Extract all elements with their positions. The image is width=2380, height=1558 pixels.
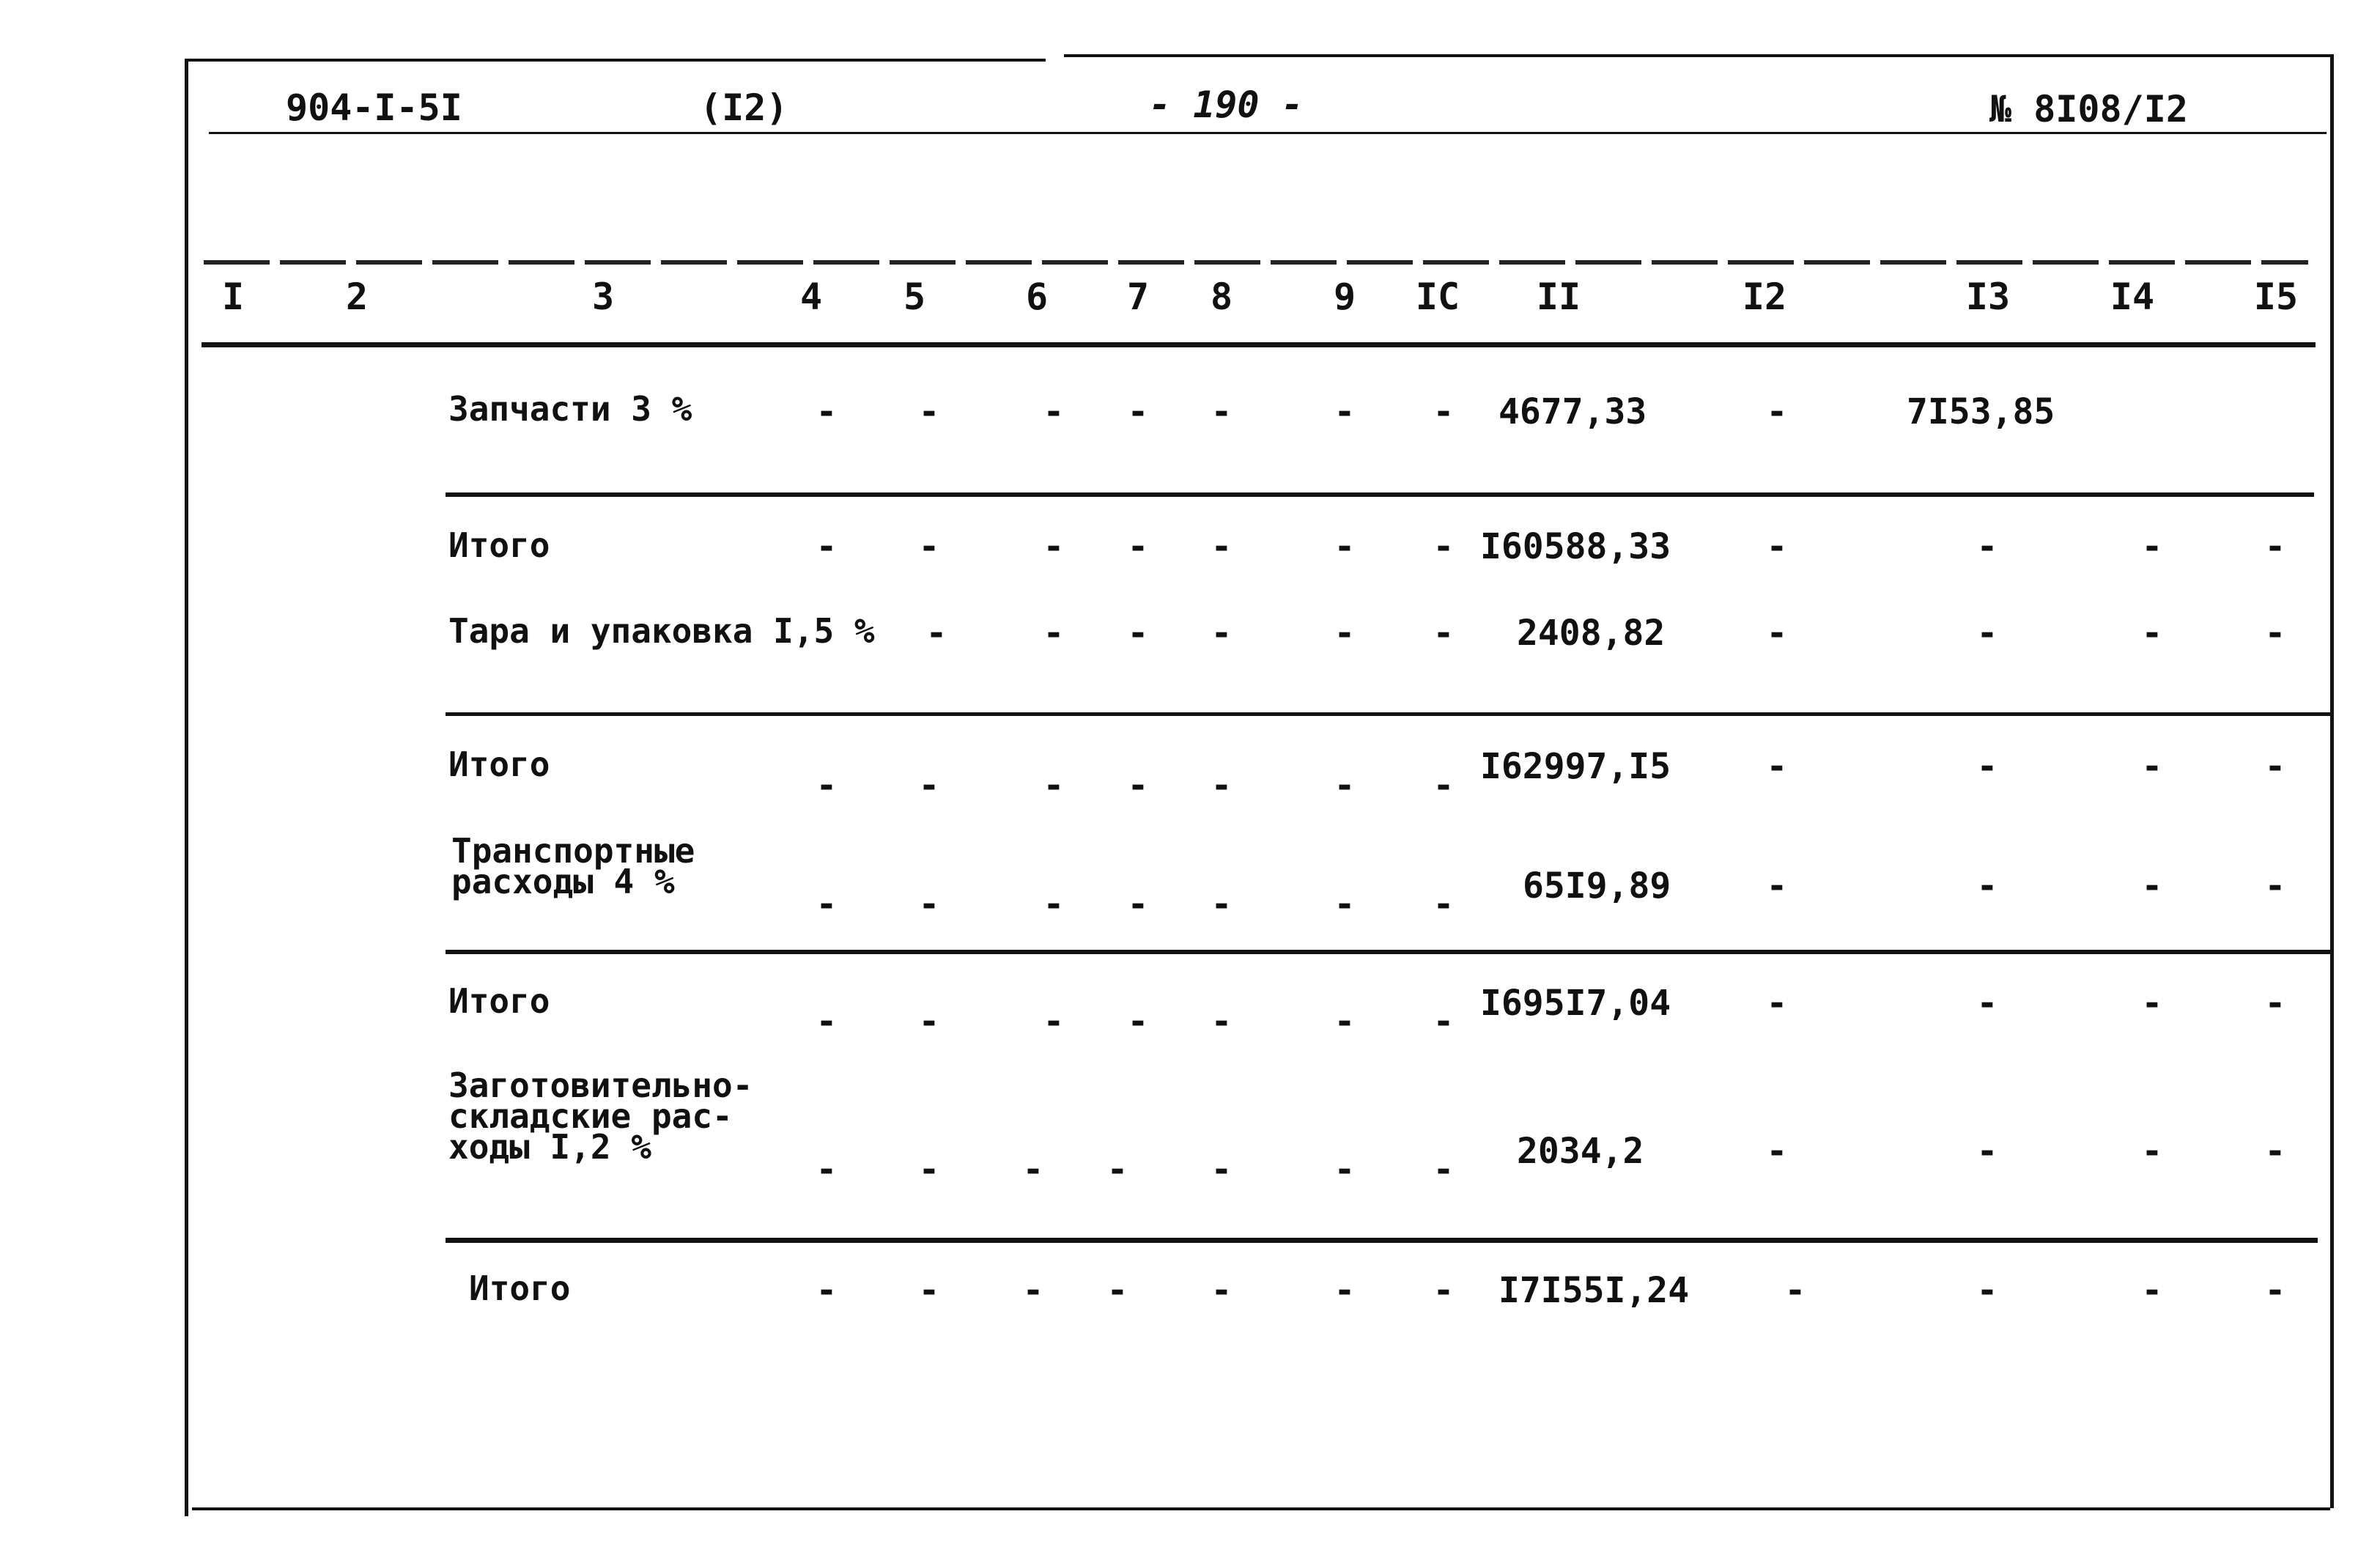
dash-cell: - — [1043, 526, 1065, 567]
amount-col11: 65I9,89 — [1523, 865, 1671, 907]
row-label: Итого — [469, 1269, 571, 1308]
dash-cell: - — [2264, 865, 2286, 907]
page-number: - 190 - — [1149, 84, 1304, 126]
dash-cell: - — [2141, 983, 2163, 1024]
dash-cell: - — [1127, 884, 1149, 925]
dash-cell: - — [1127, 1001, 1149, 1042]
dash-cell: - — [1976, 983, 1998, 1024]
dash-cell: - — [1433, 391, 1455, 432]
dash-cell: - — [1043, 884, 1065, 925]
amount-col11: I695I7,04 — [1480, 983, 1671, 1024]
dash-cell: - — [1106, 1149, 1128, 1190]
dash-cell: - — [816, 1149, 838, 1190]
column-number: 3 — [591, 276, 615, 318]
dash-cell: - — [1334, 1270, 1356, 1311]
dash-cell: - — [816, 1270, 838, 1311]
section-divider — [446, 950, 2332, 954]
dash-cell: - — [1334, 765, 1356, 806]
dash-cell: - — [1043, 613, 1065, 654]
dash-cell: - — [816, 765, 838, 806]
dash-cell: - — [816, 526, 838, 567]
amount-col11: I60588,33 — [1480, 526, 1671, 567]
dash-cell: - — [1211, 1149, 1232, 1190]
sheet-part: (I2) — [700, 86, 788, 129]
dash-cell: - — [918, 526, 940, 567]
column-number: I5 — [2253, 276, 2299, 318]
amount-col11: 2034,2 — [1517, 1131, 1644, 1172]
amount-col13: 7I53,85 — [1907, 391, 2055, 432]
dash-cell: - — [1766, 1131, 1788, 1172]
dash-cell: - — [1211, 526, 1232, 567]
dash-cell: - — [1334, 526, 1356, 567]
dash-cell: - — [1211, 765, 1232, 806]
dash-cell: - — [1976, 613, 1998, 654]
column-number: IC — [1415, 276, 1460, 318]
frame-top-border-right — [1064, 54, 2334, 57]
column-number: II — [1536, 276, 1581, 318]
dash-cell: - — [2141, 526, 2163, 567]
dash-cell: - — [1022, 1270, 1044, 1311]
dash-cell: - — [2141, 1131, 2163, 1172]
row-label: Транспортные расходы 4 % — [451, 831, 695, 901]
dash-cell: - — [918, 391, 940, 432]
column-number: I — [221, 276, 245, 318]
dash-cell: - — [1976, 1270, 1998, 1311]
amount-col11: I7I55I,24 — [1498, 1270, 1690, 1311]
dash-cell: - — [1211, 391, 1232, 432]
dash-cell: - — [1043, 765, 1065, 806]
amount-col11: 4677,33 — [1498, 391, 1647, 432]
row-label: Итого — [448, 525, 550, 565]
dash-cell: - — [1976, 865, 1998, 907]
dash-cell: - — [1433, 1001, 1455, 1042]
dash-cell: - — [1043, 391, 1065, 432]
dash-cell: - — [2264, 746, 2286, 787]
document-number: № 8I08/I2 — [1989, 88, 2188, 130]
dash-cell: - — [1766, 746, 1788, 787]
dash-cell: - — [1211, 613, 1232, 654]
column-number: I4 — [2110, 276, 2155, 318]
column-number: 5 — [903, 276, 926, 318]
dash-cell: - — [1334, 884, 1356, 925]
amount-col11: 2408,82 — [1517, 613, 1666, 654]
dash-cell: - — [1211, 1001, 1232, 1042]
dash-cell: - — [1433, 884, 1455, 925]
dash-cell: - — [918, 1149, 940, 1190]
dash-cell: - — [816, 1001, 838, 1042]
dash-cell: - — [2141, 613, 2163, 654]
dash-cell: - — [2141, 746, 2163, 787]
row-label: Итого — [448, 981, 550, 1021]
dash-cell: - — [1766, 613, 1788, 654]
dash-cell: - — [1976, 526, 1998, 567]
dash-cell: - — [1334, 391, 1356, 432]
dash-cell: - — [1433, 526, 1455, 567]
row-label: Итого — [448, 745, 550, 784]
column-number: 9 — [1333, 276, 1356, 318]
column-number: I2 — [1742, 276, 1787, 318]
dash-cell: - — [2264, 1270, 2286, 1311]
dash-cell: - — [1766, 983, 1788, 1024]
dash-cell: - — [1766, 865, 1788, 907]
dash-cell: - — [2264, 613, 2286, 654]
dash-cell: - — [1433, 1270, 1455, 1311]
section-divider — [446, 492, 2314, 497]
dash-cell: - — [2264, 1131, 2286, 1172]
dash-cell: - — [1334, 613, 1356, 654]
dash-cell: - — [1211, 884, 1232, 925]
dash-cell: - — [1766, 391, 1788, 432]
dash-cell: - — [1766, 526, 1788, 567]
dash-cell: - — [1127, 391, 1149, 432]
column-number: I3 — [1965, 276, 2011, 318]
project-code: 904-I-5I — [286, 86, 462, 129]
header-underline — [209, 132, 2327, 134]
column-header-top-rule — [204, 260, 2308, 265]
dash-cell: - — [1784, 1270, 1806, 1311]
dash-cell: - — [925, 613, 947, 654]
dash-cell: - — [1433, 613, 1455, 654]
column-number: 7 — [1126, 276, 1150, 318]
dash-cell: - — [1334, 1001, 1356, 1042]
dash-cell: - — [1106, 1270, 1128, 1311]
dash-cell: - — [2141, 1270, 2163, 1311]
dash-cell: - — [918, 765, 940, 806]
dash-cell: - — [2264, 526, 2286, 567]
row-label: Заготовительно- складские рас- ходы I,2 % — [448, 1066, 753, 1167]
frame-left-border — [185, 62, 188, 1516]
dash-cell: - — [918, 1001, 940, 1042]
dash-cell: - — [1976, 746, 1998, 787]
dash-cell: - — [1433, 765, 1455, 806]
column-number: 2 — [345, 276, 369, 318]
dash-cell: - — [1334, 1149, 1356, 1190]
amount-col11: I62997,I5 — [1480, 746, 1671, 787]
dash-cell: - — [816, 884, 838, 925]
dash-cell: - — [1127, 526, 1149, 567]
column-number: 8 — [1210, 276, 1233, 318]
dash-cell: - — [918, 1270, 940, 1311]
dash-cell: - — [1976, 1131, 1998, 1172]
column-number: 6 — [1025, 276, 1049, 318]
row-label: Запчасти 3 % — [448, 389, 692, 429]
dash-cell: - — [1127, 613, 1149, 654]
row-label: Тара и упаковка I,5 % — [448, 611, 875, 651]
column-number: 4 — [799, 276, 823, 318]
dash-cell: - — [816, 391, 838, 432]
dash-cell: - — [1211, 1270, 1232, 1311]
section-divider — [446, 712, 2332, 716]
frame-right-border — [2330, 54, 2334, 1508]
frame-top-border-left — [185, 59, 1046, 62]
dash-cell: - — [2264, 983, 2286, 1024]
dash-cell: - — [918, 884, 940, 925]
section-divider — [446, 1238, 2318, 1243]
column-header-bottom-rule — [202, 342, 2316, 347]
frame-bottom-border — [192, 1507, 2330, 1510]
dash-cell: - — [1022, 1149, 1044, 1190]
dash-cell: - — [2141, 865, 2163, 907]
dash-cell: - — [1127, 765, 1149, 806]
dash-cell: - — [1433, 1149, 1455, 1190]
dash-cell: - — [1043, 1001, 1065, 1042]
